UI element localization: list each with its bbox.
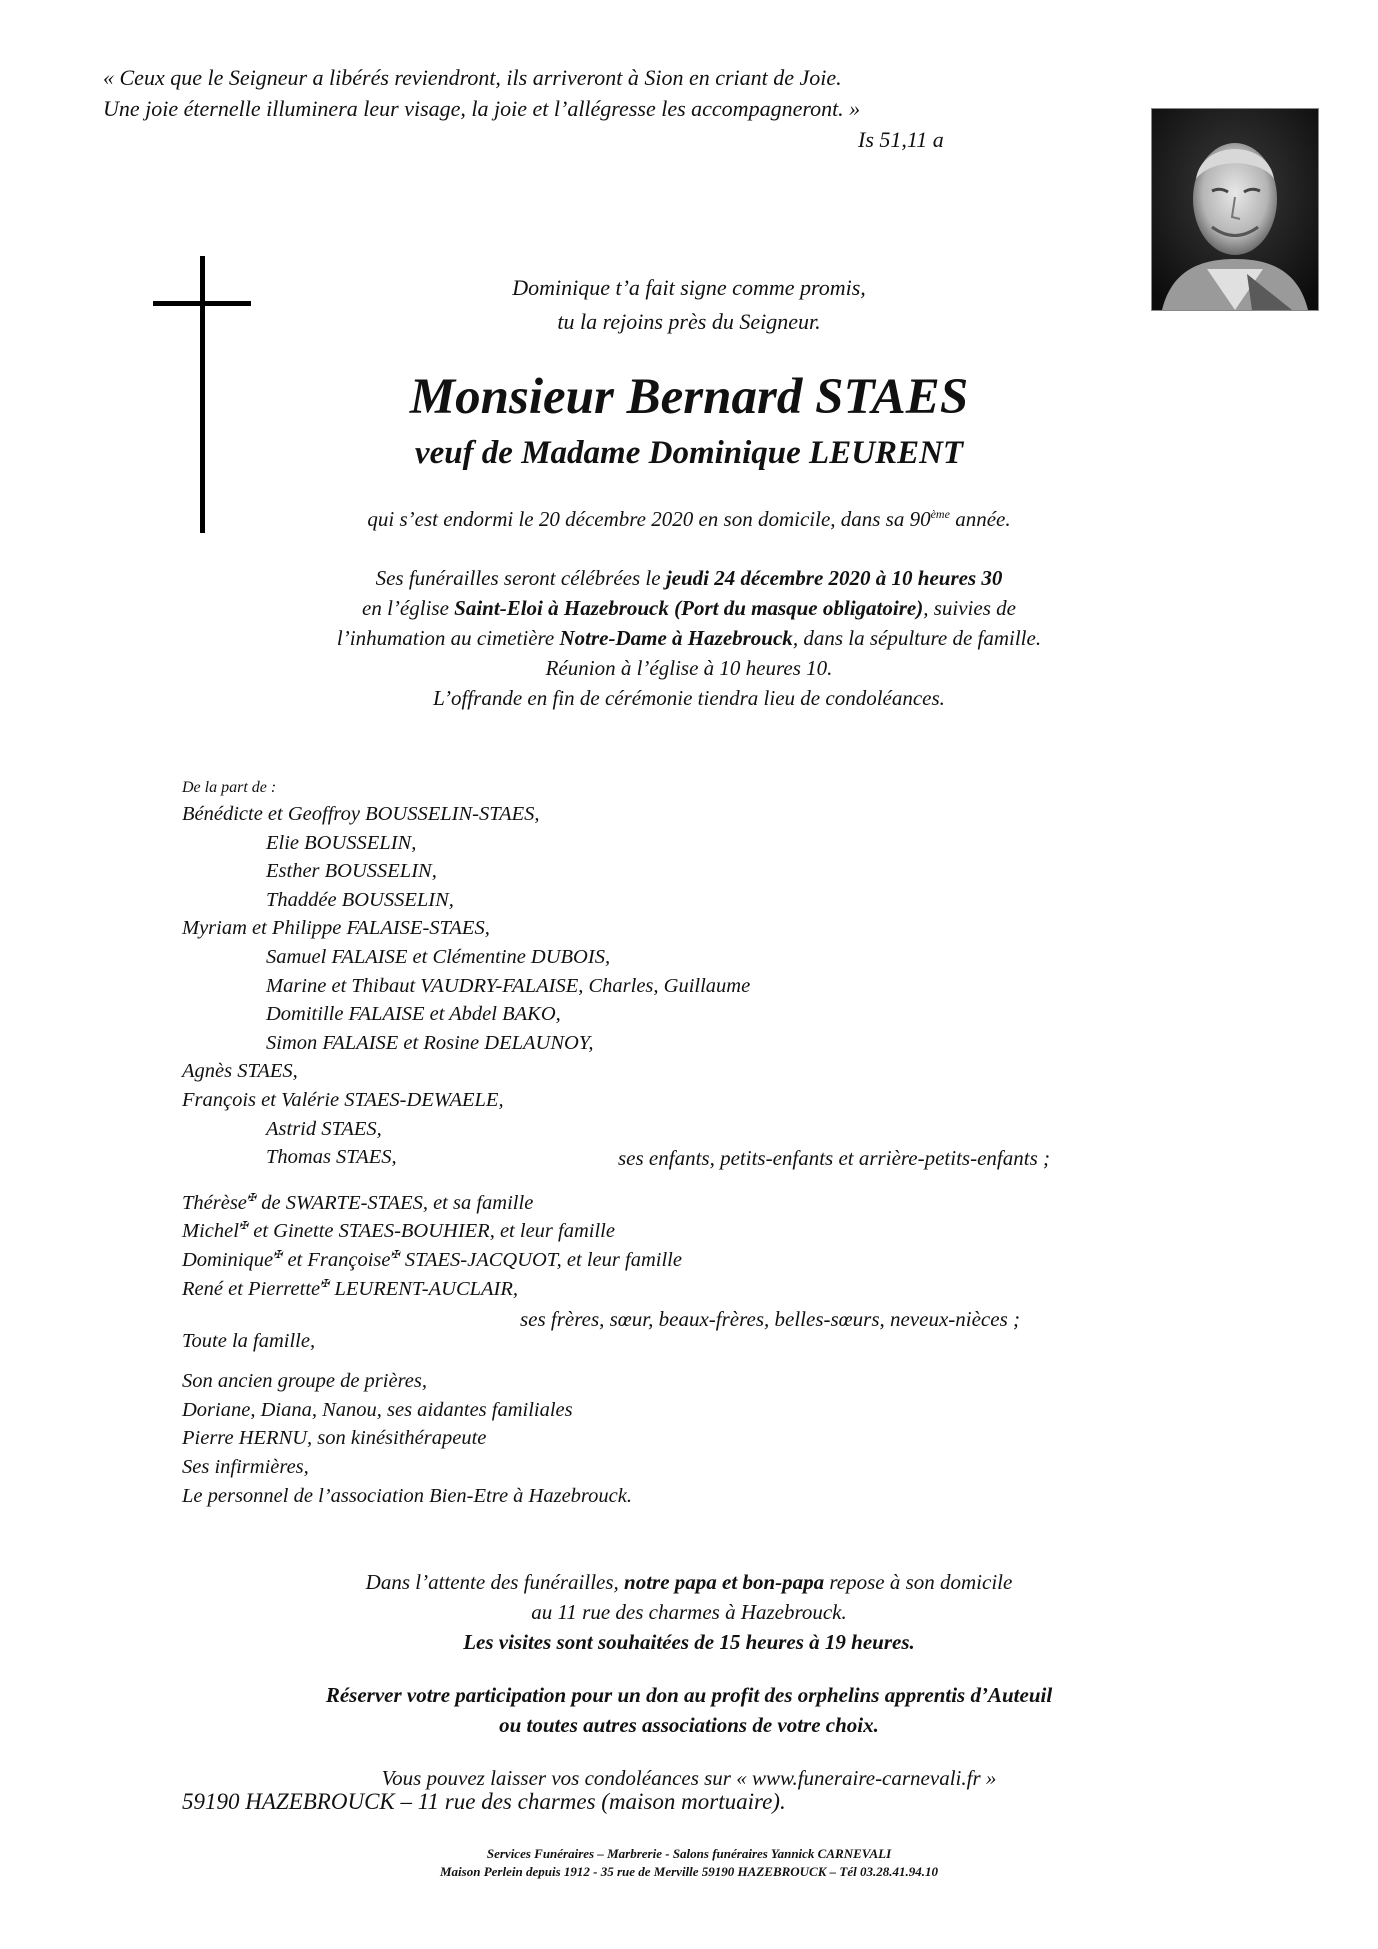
- quote-line-2: Une joie éternelle illuminera leur visage, la joie et l’allégresse les accompagneront. »: [103, 96, 861, 121]
- wake-line-2: au 11 rue des charmes à Hazebrouck.: [531, 1600, 847, 1624]
- family-member: Astrid STAES,: [266, 1117, 382, 1140]
- name-part: STAES-JACQUOT, et leur famille: [399, 1248, 682, 1271]
- spacer: [182, 1172, 750, 1184]
- quote-line-1: « Ceux que le Seigneur a libérés reviendront, ils arriveront à Sion en criant de Joie.: [103, 65, 842, 90]
- wake-line-1: [0, 1567, 1378, 1597]
- funeral-line-5: L’offrande en fin de cérémonie tiendra lieu de condoléances.: [433, 686, 945, 710]
- family-member: [182, 1270, 750, 1299]
- spacer: [182, 1355, 750, 1367]
- death-text: qui s’est endormi le 20 décembre 2020 en son domicile, dans sa 90: [367, 507, 931, 531]
- family-member: Agnès STAES,: [182, 1060, 298, 1083]
- family-member: François et Valérie STAES-DEWAELE,: [182, 1088, 504, 1111]
- footer-line-2: Maison Perlein depuis 1912 - 35 rue de Merville 59190 HAZEBROUCK – Tél 03.28.41.94.10: [440, 1864, 938, 1879]
- family-member: Thaddée BOUSSELIN,: [266, 888, 454, 911]
- cross-mark-icon: ✠: [320, 1277, 330, 1290]
- family-member: [182, 1241, 750, 1270]
- funeral-l2a: en l’église: [362, 596, 455, 620]
- wake-l1a: Dans l’attente des funérailles,: [365, 1570, 625, 1594]
- family-other: Doriane, Diana, Nanou, ses aidantes familiales: [182, 1398, 573, 1421]
- dedication-line-2: tu la rejoins près du Seigneur.: [557, 309, 821, 334]
- family-member: [182, 1212, 750, 1241]
- family-intro: De la part de :: [182, 779, 277, 796]
- name-part: Michel: [182, 1220, 239, 1243]
- death-sup: ème: [930, 507, 950, 521]
- funeral-l3c: , dans la sépulture de famille.: [792, 626, 1042, 650]
- cross-mark-icon: ✠: [238, 1220, 249, 1233]
- family-other: Ses infirmières,: [182, 1456, 309, 1479]
- funeral-line-4: Réunion à l’église à 10 heures 10.: [545, 656, 833, 680]
- donation-info: [0, 1680, 1378, 1740]
- scripture-quote: [103, 62, 944, 155]
- condolences-link[interactable]: Vous pouvez laisser vos condoléances sur « www.funeraire-carnevali.fr »: [381, 1766, 997, 1790]
- family-other: Son ancien groupe de prières,: [182, 1370, 427, 1393]
- death-end: année.: [949, 507, 1011, 531]
- cross-mark-icon: ✠: [273, 1248, 283, 1261]
- family-member: Thomas STAES,: [266, 1146, 397, 1169]
- funeral-line-3: [0, 623, 1378, 653]
- family-other: Pierre HERNU, son kinésithérapeute: [182, 1427, 487, 1450]
- footer-line-1: Services Funéraires – Marbrerie - Salons funéraires Yannick CARNEVALI: [486, 1846, 892, 1861]
- cross-mark-icon: ✠: [246, 1191, 257, 1204]
- funeral-line-1: [0, 563, 1378, 593]
- funeral-line-2: [0, 593, 1378, 623]
- dedication-line-1: Dominique t’a fait signe comme promis,: [512, 275, 866, 300]
- address: 59190 HAZEBROUCK – 11 rue des charmes (maison mortuaire).: [182, 1789, 786, 1814]
- name-part: et Ginette STAES-BOUHIER, et leur famille: [248, 1220, 615, 1243]
- family-member: Myriam et Philippe FALAISE-STAES,: [182, 917, 490, 940]
- name-part: et Françoise: [282, 1248, 391, 1271]
- wake-visits: Les visites sont souhaitées de 15 heures à 19 heures.: [463, 1630, 915, 1654]
- widow-of: veuf de Madame Dominique LEURENT: [414, 435, 964, 471]
- family-member: Bénédicte et Geoffroy BOUSSELIN-STAES,: [182, 803, 540, 825]
- family-member: Samuel FALAISE et Clémentine DUBOIS,: [266, 945, 611, 968]
- name-part: Dominique: [182, 1248, 274, 1271]
- funeral-date: jeudi 24 décembre 2020 à 10 heures 30: [665, 566, 1003, 590]
- wake-info: [0, 1567, 1378, 1657]
- family-all: Toute la famille,: [182, 1329, 316, 1352]
- family-member: Elie BOUSSELIN,: [266, 831, 417, 854]
- family-member: [182, 1184, 750, 1213]
- dedication: [0, 271, 1378, 339]
- donation-line-2: ou toutes autres associations de votre choix.: [499, 1713, 879, 1737]
- name-part: de SWARTE-STAES, et sa famille: [256, 1191, 534, 1214]
- deceased-name: Monsieur Bernard STAES: [409, 369, 969, 425]
- family-member: Domitille FALAISE et Abdel BAKO,: [266, 1003, 561, 1026]
- wake-l1c: repose à son domicile: [824, 1570, 1013, 1594]
- funeral-l2c: , suivies de: [923, 596, 1016, 620]
- family-list: [182, 774, 750, 1510]
- donation-line-1: Réserver votre participation pour un don au profit des orphelins apprentis d’Auteuil: [325, 1683, 1053, 1707]
- funeral-details: [0, 563, 1378, 713]
- footer: [0, 1845, 1378, 1881]
- death-notice: [0, 499, 1378, 534]
- cross-mark-icon: ✠: [390, 1248, 400, 1261]
- funeral-church: Saint-Eloi à Hazebrouck (Port du masque obligatoire): [454, 596, 924, 620]
- funeral-cemetery: Notre-Dame à Hazebrouck: [559, 626, 793, 650]
- quote-reference: Is 51,11 a: [858, 127, 944, 152]
- funeral-l1a: Ses funérailles seront célébrées le: [375, 566, 666, 590]
- family-other: Le personnel de l’association Bien-Etre à Hazebrouck.: [182, 1484, 632, 1507]
- name-part: René et Pierrette: [182, 1277, 321, 1300]
- relation-siblings: ses frères, sœur, beaux-frères, belles-sœurs, neveux-nièces ;: [520, 1307, 1020, 1331]
- family-member: Simon FALAISE et Rosine DELAUNOY,: [266, 1031, 594, 1054]
- family-member: Marine et Thibaut VAUDRY-FALAISE, Charles, Guillaume: [266, 974, 751, 997]
- family-member: Esther BOUSSELIN,: [266, 860, 437, 883]
- name-part: Thérèse: [182, 1191, 247, 1214]
- wake-l1b: notre papa et bon-papa: [624, 1570, 825, 1594]
- relation-children: ses enfants, petits-enfants et arrière-petits-enfants ;: [618, 1146, 1050, 1170]
- name-part: LEURENT-AUCLAIR,: [329, 1277, 519, 1300]
- funeral-l3a: l’inhumation au cimetière: [336, 626, 560, 650]
